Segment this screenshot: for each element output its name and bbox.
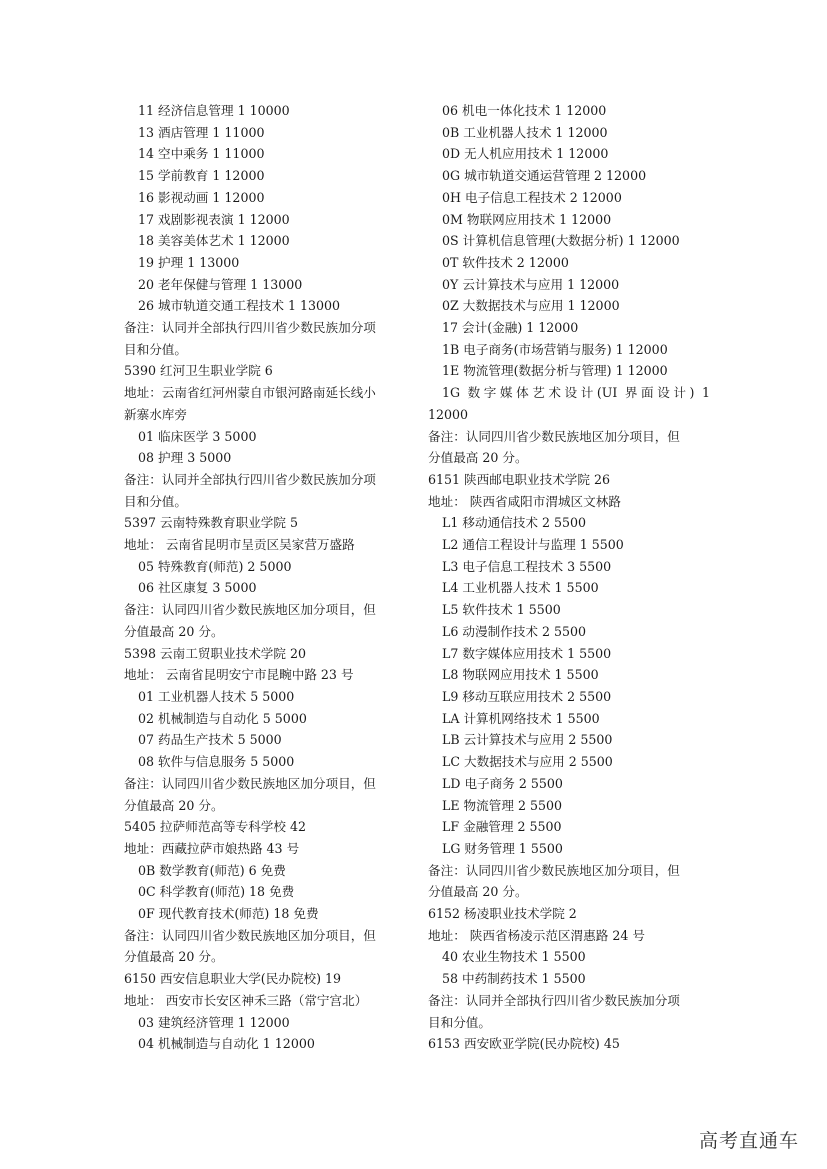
major-entry: L1 移动通信技术 2 5500 (442, 515, 587, 531)
major-entry: LD 电子商务 2 5500 (442, 775, 563, 791)
major-entry: LB 云计算技术与应用 2 5500 (442, 732, 613, 748)
major-entry: L4 工业机器人技术 1 5500 (442, 580, 599, 596)
major-entry: 03 建筑经济管理 1 12000 (138, 1014, 290, 1030)
major-entry: 0C 科学教育(师范) 18 免费 (138, 884, 295, 900)
major-entry: 0Z 大数据技术与应用 1 12000 (442, 298, 620, 314)
school-heading: 5405 拉萨师范高等专科学校 42 (124, 819, 307, 835)
major-entry: 14 空中乘务 1 11000 (138, 146, 265, 162)
watermark-text: 高考直通车 (698, 1130, 799, 1152)
remark-note: 备注：认同四川省少数民族地区加分项目，但 (428, 862, 680, 878)
school-address: 地址： 陕西省咸阳市渭城区文林路 (428, 493, 621, 509)
major-entry: 19 护理 1 13000 (138, 254, 240, 270)
major-entry: 0B 数学教育(师范) 6 免费 (138, 862, 286, 878)
major-entry: 26 城市轨道交通工程技术 1 13000 (138, 298, 341, 314)
remark-note: 分值最高 20 分。 (428, 884, 528, 900)
major-entry: L6 动漫制作技术 2 5500 (442, 623, 587, 639)
school-address: 地址： 西安市长安区神禾三路（常宁宫北） (124, 992, 368, 1008)
major-entry: 0G 城市轨道交通运营管理 2 12000 (442, 168, 647, 184)
major-entry: 01 工业机器人技术 5 5000 (138, 688, 295, 704)
major-entry: 06 机电一体化技术 1 12000 (442, 103, 607, 118)
major-entry: LE 物流管理 2 5500 (442, 797, 563, 813)
remark-note: 备注：认同并全部执行四川省少数民族加分项 (124, 471, 376, 487)
school-heading: 5397 云南特殊教育职业学院 5 (124, 515, 299, 531)
major-entry: 07 药品生产技术 5 5000 (138, 732, 282, 748)
major-entry: L8 物联网应用技术 1 5500 (442, 667, 599, 683)
major-entry: L7 数字媒体应用技术 1 5500 (442, 645, 612, 661)
major-entry: 13 酒店管理 1 11000 (138, 124, 265, 140)
major-entry: L9 移动互联应用技术 2 5500 (442, 688, 612, 704)
major-entry: L2 通信工程设计与监理 1 5500 (442, 537, 624, 553)
remark-note: 12000 (428, 406, 469, 422)
major-entry: 0D 无人机应用技术 1 12000 (442, 146, 609, 162)
school-heading: 5390 红河卫生职业学院 6 (124, 363, 273, 379)
major-entry: L3 电子信息工程技术 3 5500 (442, 558, 612, 574)
remark-note: 目和分值。 (124, 341, 187, 357)
major-entry: LC 大数据技术与应用 2 5500 (442, 754, 613, 770)
left-column (124, 100, 404, 1055)
major-entry: 40 农业生物技术 1 5500 (442, 949, 586, 965)
school-address: 地址：西藏拉萨市娘热路 43 号 (124, 840, 300, 856)
school-heading: 6152 杨凌职业技术学院 2 (428, 906, 577, 922)
school-heading: 6150 西安信息职业大学(民办院校) 19 (124, 971, 342, 987)
remark-note: 目和分值。 (124, 493, 187, 509)
remark-note: 备注：认同四川省少数民族地区加分项目，但 (428, 428, 680, 444)
school-address: 新寨水库旁 (124, 406, 187, 422)
major-entry: 04 机械制造与自动化 1 12000 (138, 1036, 315, 1052)
remark-note: 备注：认同并全部执行四川省少数民族加分项 (428, 992, 680, 1008)
school-address: 地址：云南省红河州蒙自市银河路南延长线小 (124, 385, 376, 401)
major-entry: 0S 计算机信息管理(大数据分析) 1 12000 (442, 233, 680, 249)
remark-note: 目和分值。 (428, 1014, 491, 1030)
major-entry: L5 软件技术 1 5500 (442, 602, 561, 618)
major-entry: LG 财务管理 1 5500 (442, 840, 563, 856)
major-entry: 17 戏剧影视表演 1 12000 (138, 211, 290, 227)
major-entry: 17 会计(金融) 1 12000 (442, 320, 579, 336)
major-entry: 1E 物流管理(数据分析与管理) 1 12000 (442, 363, 668, 379)
remark-note: 分值最高 20 分。 (124, 949, 224, 965)
remark-note: 备注：认同四川省少数民族地区加分项目，但 (124, 927, 376, 943)
major-entry: 0Y 云计算技术与应用 1 12000 (442, 276, 620, 292)
remark-note: 备注：认同并全部执行四川省少数民族加分项 (124, 320, 376, 336)
major-entry: 0B 工业机器人技术 1 12000 (442, 124, 608, 140)
major-entry: 02 机械制造与自动化 5 5000 (138, 710, 307, 726)
major-entry: 58 中药制药技术 1 5500 (442, 971, 586, 987)
major-entry: 0M 物联网应用技术 1 12000 (442, 211, 612, 227)
school-heading: 5398 云南工贸职业技术学院 20 (124, 645, 307, 661)
major-entry: LA 计算机网络技术 1 5500 (442, 710, 600, 726)
remark-note: 分值最高 20 分。 (124, 797, 224, 813)
school-heading: 6153 西安欧亚学院(民办院校) 45 (428, 1036, 620, 1052)
major-entry: 01 临床医学 3 5000 (138, 428, 257, 444)
school-address: 地址： 云南省昆明市呈贡区吴家营万盛路 (124, 537, 355, 553)
major-entry: 20 老年保健与管理 1 13000 (138, 276, 303, 292)
major-entry: 05 特殊教育(师范) 2 5000 (138, 558, 292, 574)
major-entry: 18 美容美体艺术 1 12000 (138, 233, 290, 249)
major-entry: 1G 数字媒体艺术设计(UI 界面设计) 1 (442, 385, 710, 401)
remark-note: 分值最高 20 分。 (124, 623, 224, 639)
remark-note: 备注：认同四川省少数民族地区加分项目，但 (124, 602, 376, 618)
major-entry: 16 影视动画 1 12000 (138, 189, 265, 205)
remark-note: 备注：认同四川省少数民族地区加分项目，但 (124, 775, 376, 791)
right-column (428, 100, 710, 1055)
school-heading: 6151 陕西邮电职业技术学院 26 (428, 471, 611, 487)
major-entry: 15 学前教育 1 12000 (138, 168, 265, 184)
major-entry: 0F 现代教育技术(师范) 18 免费 (138, 906, 319, 922)
school-address: 地址： 陕西省杨凌示范区渭惠路 24 号 (428, 927, 645, 943)
major-entry: LF 金融管理 2 5500 (442, 819, 562, 835)
major-entry: 08 护理 3 5000 (138, 450, 232, 466)
major-entry: 08 软件与信息服务 5 5000 (138, 754, 295, 770)
major-entry: 1B 电子商务(市场营销与服务) 1 12000 (442, 341, 668, 357)
school-address: 地址： 云南省昆明安宁市昆畹中路 23 号 (124, 667, 354, 683)
major-entry: 06 社区康复 3 5000 (138, 580, 257, 596)
remark-note: 分值最高 20 分。 (428, 450, 528, 466)
major-entry: 11 经济信息管理 1 10000 (138, 103, 290, 118)
major-entry: 0H 电子信息工程技术 2 12000 (442, 189, 622, 205)
major-entry: 0T 软件技术 2 12000 (442, 254, 569, 270)
